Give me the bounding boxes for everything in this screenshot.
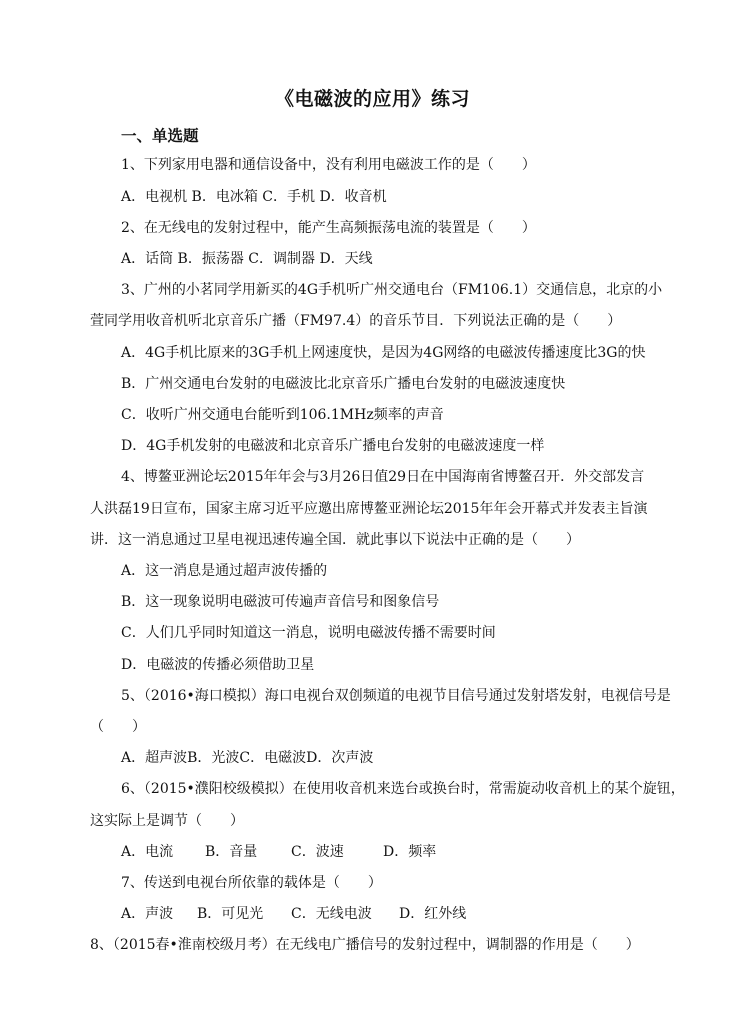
question-4-stem-line-2: 人洪磊19日宣布，国家主席习近平应邀出席博鳌亚洲论坛2015年年会开幕式并发表主旨演 xyxy=(90,501,648,517)
question-7-option-b: B．可见光 xyxy=(197,906,264,922)
question-6-options xyxy=(121,842,436,862)
question-5-stem-line-1: 5、（2016•海口模拟）海口电视台双创频道的电视节目信号通过发射塔发射，电视信号是 xyxy=(121,688,671,704)
question-6-option-c: C．波速 xyxy=(291,844,344,860)
document-title: 《电磁波的应用》练习 xyxy=(274,88,470,110)
question-3-stem-line-1: 3、广州的小茗同学用新买的4G手机听广州交通电台（FM106.1）交通信息，北京的小 xyxy=(121,282,663,298)
question-5-options: A．超声波B．光波C．电磁波D．次声波 xyxy=(121,750,374,766)
question-6-stem-line-1: 6、（2015•濮阳校级模拟）在使用收音机来选台或换台时，常需旋动收音机上的某个旋钮， xyxy=(121,781,685,797)
question-4-option-d: D．电磁波的传播必须借助卫星 xyxy=(121,657,315,673)
question-6-option-d: D．频率 xyxy=(383,844,437,860)
question-7-stem: 7、传送到电视台所依靠的载体是（ ） xyxy=(121,875,382,891)
question-3-option-d: D．4G手机发射的电磁波和北京音乐广播电台发射的电磁波速度一样 xyxy=(121,438,545,454)
question-7-option-c: C．无线电波 xyxy=(291,906,372,922)
question-3-option-c: C．收听广州交通电台能听到106.1MHz频率的声音 xyxy=(121,407,444,423)
question-1-options: A．电视机 B．电冰箱 C．手机 D．收音机 xyxy=(121,189,387,205)
question-6-option-a: A．电流 xyxy=(121,844,174,860)
question-8-stem: 8、（2015春•淮南校级月考）在无线电广播信号的发射过程中，调制器的作用是（ ） xyxy=(90,937,640,953)
question-7-option-a: A．声波 xyxy=(121,906,174,922)
question-1-stem: 1、下列家用电器和通信设备中，没有利用电磁波工作的是（ ） xyxy=(121,157,536,173)
question-4-option-b: B．这一现象说明电磁波可传遍声音信号和图象信号 xyxy=(121,594,440,610)
question-7-options xyxy=(121,904,466,924)
question-5-stem-line-2: （ ） xyxy=(90,719,146,735)
question-4-stem-line-1: 4、博鳌亚洲论坛2015年年会与3月26日值29日在中国海南省博鳌召开．外交部发言 xyxy=(121,469,645,485)
question-3-option-a: A．4G手机比原来的3G手机上网速度快，是因为4G网络的电磁波传播速度比3G的快 xyxy=(121,345,646,361)
question-2-options: A．话筒 B．振荡器 C．调制器 D．天线 xyxy=(121,251,373,267)
question-3-option-b: B．广州交通电台发射的电磁波比北京音乐广播电台发射的电磁波速度快 xyxy=(121,376,566,392)
question-4-stem-line-3: 讲．这一消息通过卫星电视迅速传遍全国．就此事以下说法中正确的是（ ） xyxy=(90,532,580,548)
question-6-option-b: B．音量 xyxy=(205,844,258,860)
question-4-option-a: A．这一消息是通过超声波传播的 xyxy=(121,563,328,579)
question-7-option-d: D．红外线 xyxy=(399,906,467,922)
question-3-stem-line-2: 萱同学用收音机听北京音乐广播（FM97.4）的音乐节目．下列说法正确的是（ ） xyxy=(90,313,622,329)
question-6-stem-line-2: 这实际上是调节（ ） xyxy=(90,813,244,829)
question-4-option-c: C．人们几乎同时知道这一消息，说明电磁波传播不需要时间 xyxy=(121,625,496,641)
section-heading: 一、单选题 xyxy=(121,126,199,145)
question-2-stem: 2、在无线电的发射过程中，能产生高频振荡电流的装置是（ ） xyxy=(121,220,536,236)
